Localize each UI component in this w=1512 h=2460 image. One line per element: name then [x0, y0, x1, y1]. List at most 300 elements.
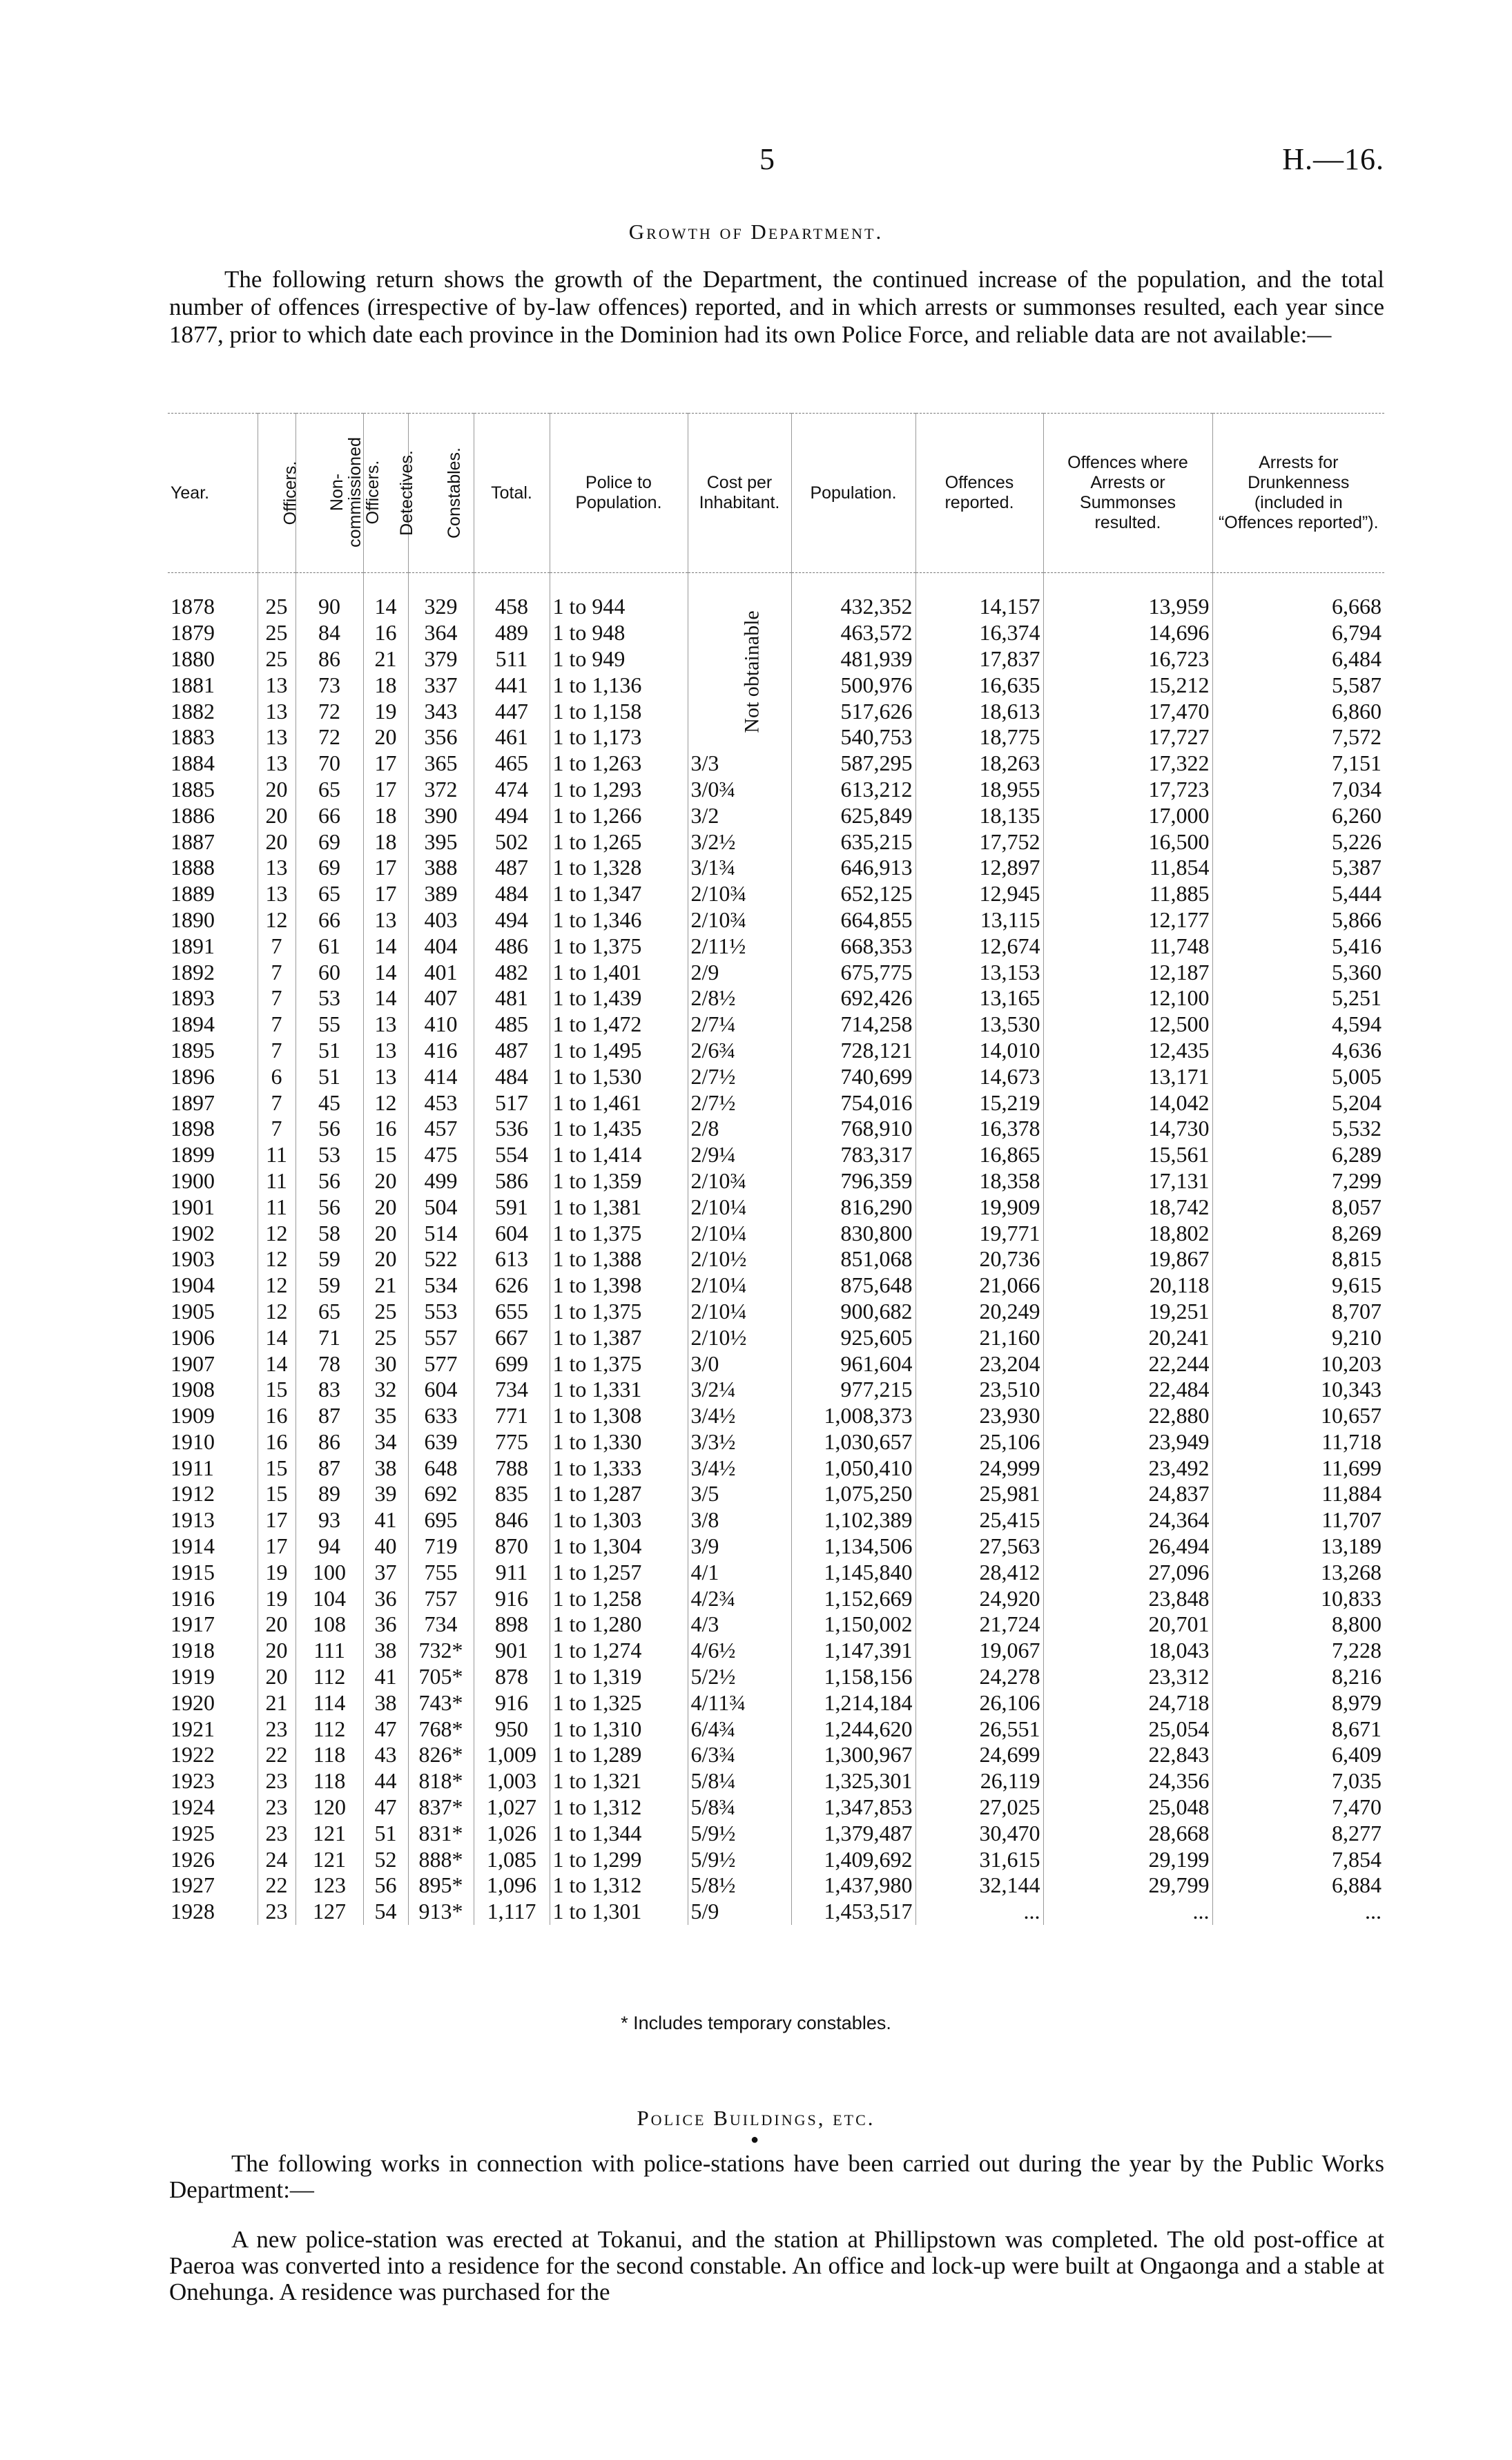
cell-year: 1914 [171, 1533, 215, 1559]
cell-drunkenness: 8,671 [1212, 1716, 1384, 1742]
cell-population: 1,347,853 [791, 1794, 915, 1821]
cell-total: 1,027 [474, 1794, 550, 1821]
table-row [168, 1585, 1384, 1611]
cell-total: 494 [474, 802, 550, 829]
cell-police-to-population: 1 to 1,359 [550, 1168, 688, 1194]
table-row [168, 802, 1384, 829]
cell-police-to-population: 1 to 1,414 [550, 1142, 688, 1168]
cell-drunkenness: 8,979 [1212, 1689, 1384, 1716]
cell-drunkenness: 7,034 [1212, 777, 1384, 803]
cell-population: 1,102,389 [791, 1507, 915, 1533]
cell-total: 870 [474, 1533, 550, 1560]
cell-year: 1905 [171, 1298, 215, 1324]
cell-population: 635,215 [791, 829, 915, 855]
cell-nco: 71 [295, 1324, 363, 1350]
cell-nco: 112 [295, 1664, 363, 1690]
cell-year: 1918 [171, 1638, 215, 1663]
cell-drunkenness: 11,707 [1212, 1507, 1384, 1533]
cell-population: 1,300,967 [791, 1742, 915, 1768]
cell-total: 447 [474, 698, 550, 724]
cell-total: 1,009 [474, 1742, 550, 1768]
cell-police-to-population: 1 to 1,347 [550, 881, 688, 907]
cell-drunkenness: 5,416 [1212, 933, 1384, 959]
cell-population: 1,152,669 [791, 1585, 915, 1611]
column-header: Cost per Inhabitant. [688, 414, 791, 573]
cell-total: 1,026 [474, 1820, 550, 1846]
cell-officers: 20 [258, 802, 295, 829]
cell-detectives: 39 [363, 1481, 408, 1507]
cell-nco: 58 [295, 1220, 363, 1246]
cell-nco: 84 [295, 620, 363, 646]
cell-offences-reported: 18,263 [915, 750, 1043, 777]
cell-drunkenness: 11,884 [1212, 1481, 1384, 1507]
cell-drunkenness: 10,343 [1212, 1377, 1384, 1403]
cell-police-to-population: 1 to 1,375 [550, 1350, 688, 1377]
cell-arrests-summonses: 11,885 [1043, 881, 1212, 907]
cell-population: 1,437,980 [791, 1872, 915, 1899]
cell-drunkenness: 7,470 [1212, 1794, 1384, 1821]
cell-year: 1904 [171, 1272, 215, 1298]
cell-arrests-summonses: 25,054 [1043, 1716, 1212, 1742]
cell-cost-per-inhabitant: 2/7½ [688, 1089, 791, 1116]
cell-police-to-population: 1 to 1,303 [550, 1507, 688, 1533]
table-row [168, 1794, 1384, 1821]
cell-police-to-population: 1 to 1,328 [550, 855, 688, 881]
cell-population: 1,453,517 [791, 1899, 915, 1925]
cell-detectives: 51 [363, 1820, 408, 1846]
cell-population: 977,215 [791, 1377, 915, 1403]
cell-detectives: 14 [363, 959, 408, 985]
cell-offences-reported: 13,115 [915, 907, 1043, 933]
column-header: Detectives. [363, 414, 408, 573]
cell-officers: 14 [258, 1324, 295, 1350]
cell-constables: 633 [408, 1403, 474, 1429]
cell-detectives: 18 [363, 802, 408, 829]
cell-total: 484 [474, 1063, 550, 1089]
cell-constables: 732* [408, 1638, 474, 1664]
cell-offences-reported: 20,249 [915, 1299, 1043, 1325]
cell-officers: 25 [258, 646, 295, 672]
cell-year: 1913 [171, 1507, 215, 1533]
cell-year: 1899 [171, 1142, 215, 1168]
cell-officers: 15 [258, 1481, 295, 1507]
cell-total: 591 [474, 1194, 550, 1220]
cell-year: 1883 [171, 724, 215, 750]
cell-nco: 83 [295, 1377, 363, 1403]
table-row [168, 1220, 1384, 1246]
cell-nco: 53 [295, 1142, 363, 1168]
cell-cost-per-inhabitant: 5/8½ [688, 1872, 791, 1899]
column-header: Police to Population. [550, 414, 688, 573]
cell-constables: 534 [408, 1272, 474, 1299]
cell-year: 1890 [171, 907, 215, 932]
cell-constables: 514 [408, 1220, 474, 1246]
cell-police-to-population: 1 to 944 [550, 573, 688, 620]
cell-arrests-summonses: 17,727 [1043, 724, 1212, 750]
cell-detectives: 47 [363, 1716, 408, 1742]
cell-cost-per-inhabitant: 3/2¼ [688, 1377, 791, 1403]
cell-arrests-summonses: 16,723 [1043, 646, 1212, 672]
cell-constables: 743* [408, 1689, 474, 1716]
cell-population: 900,682 [791, 1299, 915, 1325]
cell-constables: 648 [408, 1455, 474, 1481]
cell-offences-reported: 23,204 [915, 1350, 1043, 1377]
cell-constables: 337 [408, 672, 474, 698]
cell-police-to-population: 1 to 1,257 [550, 1559, 688, 1585]
cell-population: 1,244,620 [791, 1716, 915, 1742]
cell-drunkenness: 5,444 [1212, 881, 1384, 907]
cell-officers: 7 [258, 1011, 295, 1038]
cell-offences-reported: 18,955 [915, 777, 1043, 803]
cell-population: 652,125 [791, 881, 915, 907]
cell-nco: 123 [295, 1872, 363, 1899]
cell-arrests-summonses: 15,561 [1043, 1142, 1212, 1168]
cell-offences-reported: 18,358 [915, 1168, 1043, 1194]
cell-year: 1896 [171, 1063, 215, 1089]
cell-population: 1,214,184 [791, 1689, 915, 1716]
cell-constables: 553 [408, 1299, 474, 1325]
cell-total: 482 [474, 959, 550, 985]
cell-year: 1880 [171, 646, 215, 671]
table-row [168, 959, 1384, 985]
table-row [168, 1507, 1384, 1533]
cell-cost-per-inhabitant: 2/7½ [688, 1063, 791, 1089]
cell-population: 1,075,250 [791, 1481, 915, 1507]
cell-police-to-population: 1 to 1,310 [550, 1716, 688, 1742]
cell-total: 835 [474, 1481, 550, 1507]
cell-police-to-population: 1 to 1,325 [550, 1689, 688, 1716]
table-body [168, 573, 1384, 1925]
cell-constables: 407 [408, 985, 474, 1011]
cell-year: 1901 [171, 1194, 215, 1219]
cell-officers: 17 [258, 1533, 295, 1560]
cell-drunkenness: 11,718 [1212, 1429, 1384, 1455]
cell-population: 1,147,391 [791, 1638, 915, 1664]
cell-detectives: 41 [363, 1507, 408, 1533]
cell-nco: 121 [295, 1846, 363, 1872]
cell-cost-per-inhabitant: 3/3½ [688, 1429, 791, 1455]
cell-year: 1887 [171, 829, 215, 854]
cell-nco: 66 [295, 802, 363, 829]
table-row [168, 1063, 1384, 1089]
cell-total: 511 [474, 646, 550, 672]
cell-detectives: 16 [363, 1116, 408, 1142]
cell-constables: 826* [408, 1742, 474, 1768]
cell-population: 851,068 [791, 1246, 915, 1272]
cell-officers: 23 [258, 1794, 295, 1821]
table-row [168, 777, 1384, 803]
cell-arrests-summonses: 12,177 [1043, 907, 1212, 933]
cell-offences-reported: 19,909 [915, 1194, 1043, 1220]
cell-constables: 695 [408, 1507, 474, 1533]
cell-population: 1,409,692 [791, 1846, 915, 1872]
cell-nco: 60 [295, 959, 363, 985]
column-header: Non-commissioned Officers. [295, 414, 363, 573]
cell-total: 487 [474, 1038, 550, 1064]
cell-arrests-summonses: 12,500 [1043, 1011, 1212, 1038]
cell-police-to-population: 1 to 1,375 [550, 933, 688, 959]
table-row [168, 1716, 1384, 1742]
cell-drunkenness: 10,203 [1212, 1350, 1384, 1377]
cell-nco: 45 [295, 1089, 363, 1116]
cell-detectives: 54 [363, 1899, 408, 1925]
cell-police-to-population: 1 to 1,265 [550, 829, 688, 855]
cell-police-to-population: 1 to 1,388 [550, 1246, 688, 1272]
cell-officers: 7 [258, 1038, 295, 1064]
intro-paragraph: The following return shows the growth of the Department, the continued increase of the population, and the total number of offences (irrespective of by-law offences) reported, and in which arrests or summonses resulted, each year since 1877, prior to which date each province in the Dominion had its own Police Force, and reliable data are not available:— [169, 266, 1384, 348]
cell-cost-per-inhabitant: 2/10¾ [688, 881, 791, 907]
cell-arrests-summonses: 18,043 [1043, 1638, 1212, 1664]
cell-year: 1909 [171, 1403, 215, 1428]
cell-offences-reported: 21,066 [915, 1272, 1043, 1299]
cell-population: 432,352 [791, 573, 915, 620]
cell-cost-per-inhabitant: 2/10¼ [688, 1220, 791, 1246]
cell-drunkenness: 9,615 [1212, 1272, 1384, 1299]
table-row [168, 1559, 1384, 1585]
table-row [168, 1455, 1384, 1481]
cell-arrests-summonses: 25,048 [1043, 1794, 1212, 1821]
table-row [168, 1481, 1384, 1507]
cell-drunkenness: 13,268 [1212, 1559, 1384, 1585]
cell-officers: 17 [258, 1507, 295, 1533]
cell-arrests-summonses: 24,718 [1043, 1689, 1212, 1716]
cell-constables: 364 [408, 620, 474, 646]
cell-police-to-population: 1 to 1,375 [550, 1299, 688, 1325]
cell-arrests-summonses: 17,322 [1043, 750, 1212, 777]
cell-officers: 16 [258, 1403, 295, 1429]
growth-table [168, 413, 1384, 1925]
table-row [168, 1011, 1384, 1038]
cell-offences-reported: 25,106 [915, 1429, 1043, 1455]
cell-constables: 639 [408, 1429, 474, 1455]
cell-nco: 56 [295, 1194, 363, 1220]
cell-constables: 414 [408, 1063, 474, 1089]
cell-offences-reported: 13,153 [915, 959, 1043, 985]
table-row [168, 1742, 1384, 1768]
cell-detectives: 17 [363, 750, 408, 777]
cell-cost-per-inhabitant: 2/8½ [688, 985, 791, 1011]
cell-arrests-summonses: 23,949 [1043, 1429, 1212, 1455]
table-row [168, 1246, 1384, 1272]
cell-police-to-population: 1 to 1,321 [550, 1768, 688, 1794]
cell-population: 728,121 [791, 1038, 915, 1064]
cell-offences-reported: 12,674 [915, 933, 1043, 959]
cell-officers: 14 [258, 1350, 295, 1377]
column-header: Offences reported. [915, 414, 1043, 573]
cell-cost-per-inhabitant: 5/9½ [688, 1846, 791, 1872]
cell-total: 484 [474, 881, 550, 907]
cell-nco: 90 [295, 573, 363, 620]
cell-detectives: 52 [363, 1846, 408, 1872]
cell-police-to-population: 1 to 1,173 [550, 724, 688, 750]
cell-year: 1927 [171, 1872, 215, 1898]
cell-cost-per-inhabitant: 6/3¾ [688, 1742, 791, 1768]
cell-population: 668,353 [791, 933, 915, 959]
cell-nco: 118 [295, 1768, 363, 1794]
cell-police-to-population: 1 to 949 [550, 646, 688, 672]
section-heading-buildings: Police Buildings, etc. [637, 2106, 875, 2130]
cell-detectives: 36 [363, 1585, 408, 1611]
cell-nco: 65 [295, 881, 363, 907]
cell-nco: 51 [295, 1038, 363, 1064]
cell-year: 1885 [171, 776, 215, 802]
cell-nco: 53 [295, 985, 363, 1011]
table-row [168, 1377, 1384, 1403]
cell-constables: 457 [408, 1116, 474, 1142]
cell-officers: 23 [258, 1820, 295, 1846]
table-row [168, 1168, 1384, 1194]
cell-nco: 73 [295, 672, 363, 698]
cell-police-to-population: 1 to 1,472 [550, 1011, 688, 1038]
cell-officers: 13 [258, 698, 295, 724]
cell-detectives: 30 [363, 1350, 408, 1377]
cell-cost-per-inhabitant: 2/10¼ [688, 1272, 791, 1299]
cell-constables: 837* [408, 1794, 474, 1821]
cell-total: 916 [474, 1585, 550, 1611]
cell-drunkenness: 4,636 [1212, 1038, 1384, 1064]
cell-constables: 888* [408, 1846, 474, 1872]
table-row [168, 985, 1384, 1011]
cell-constables: 475 [408, 1142, 474, 1168]
cell-cost-per-inhabitant: 2/10½ [688, 1246, 791, 1272]
cell-population: 1,145,840 [791, 1559, 915, 1585]
cell-population: 961,604 [791, 1350, 915, 1377]
cell-total: 771 [474, 1403, 550, 1429]
cell-constables: 577 [408, 1350, 474, 1377]
cell-arrests-summonses: 24,364 [1043, 1507, 1212, 1533]
cell-nco: 87 [295, 1403, 363, 1429]
cell-year: 1893 [171, 985, 215, 1011]
cell-police-to-population: 1 to 1,461 [550, 1089, 688, 1116]
cell-drunkenness: 5,532 [1212, 1116, 1384, 1142]
cell-cost-per-inhabitant: 2/10¼ [688, 1299, 791, 1325]
cell-detectives: 13 [363, 1011, 408, 1038]
cell-nco: 61 [295, 933, 363, 959]
cell-police-to-population: 1 to 1,287 [550, 1481, 688, 1507]
table-row [168, 881, 1384, 907]
cell-total: 655 [474, 1299, 550, 1325]
cell-population: 740,699 [791, 1063, 915, 1089]
cell-arrests-summonses: 26,494 [1043, 1533, 1212, 1560]
cell-police-to-population: 1 to 1,331 [550, 1377, 688, 1403]
cell-officers: 20 [258, 1638, 295, 1664]
cell-officers: 21 [258, 1689, 295, 1716]
table-row [168, 1194, 1384, 1220]
table-row [168, 1324, 1384, 1350]
cell-population: 664,855 [791, 907, 915, 933]
cell-cost-per-inhabitant: 5/2½ [688, 1664, 791, 1690]
cell-police-to-population: 1 to 1,289 [550, 1742, 688, 1768]
cell-offences-reported: 16,378 [915, 1116, 1043, 1142]
cell-offences-reported: 24,699 [915, 1742, 1043, 1768]
cell-population: 613,212 [791, 777, 915, 803]
cell-arrests-summonses: 29,799 [1043, 1872, 1212, 1899]
cell-drunkenness: 6,860 [1212, 698, 1384, 724]
cell-year: 1908 [171, 1377, 215, 1402]
footnote: * Includes temporary constables. [621, 2013, 891, 2033]
cell-arrests-summonses: 12,187 [1043, 959, 1212, 985]
cell-offences-reported: 16,374 [915, 620, 1043, 646]
cell-nco: 111 [295, 1638, 363, 1664]
cell-arrests-summonses: 19,867 [1043, 1246, 1212, 1272]
cell-offences-reported: 14,157 [915, 573, 1043, 620]
cell-year: 1907 [171, 1350, 215, 1376]
cell-detectives: 19 [363, 698, 408, 724]
cell-drunkenness: 7,228 [1212, 1638, 1384, 1664]
cell-arrests-summonses: 22,244 [1043, 1350, 1212, 1377]
cell-officers: 12 [258, 1272, 295, 1299]
cell-police-to-population: 1 to 1,495 [550, 1038, 688, 1064]
cell-offences-reported: ... [915, 1899, 1043, 1925]
column-header: Year. [168, 414, 258, 573]
cell-constables: 818* [408, 1768, 474, 1794]
cell-offences-reported: 26,119 [915, 1768, 1043, 1794]
cell-drunkenness: 7,151 [1212, 750, 1384, 777]
cell-officers: 22 [258, 1742, 295, 1768]
cell-total: 916 [474, 1689, 550, 1716]
cell-offences-reported: 18,775 [915, 724, 1043, 750]
cell-population: 540,753 [791, 724, 915, 750]
cell-officers: 11 [258, 1168, 295, 1194]
cell-total: 734 [474, 1377, 550, 1403]
cell-offences-reported: 26,551 [915, 1716, 1043, 1742]
cell-population: 675,775 [791, 959, 915, 985]
cell-offences-reported: 30,470 [915, 1820, 1043, 1846]
cell-detectives: 20 [363, 1194, 408, 1220]
cell-officers: 13 [258, 724, 295, 750]
cell-population: 1,150,002 [791, 1611, 915, 1638]
table-row [168, 1689, 1384, 1716]
cell-nco: 70 [295, 750, 363, 777]
cell-detectives: 13 [363, 907, 408, 933]
cell-population: 1,008,373 [791, 1403, 915, 1429]
cell-police-to-population: 1 to 1,333 [550, 1455, 688, 1481]
cell-cost-per-inhabitant: 2/9¼ [688, 1142, 791, 1168]
cell-total: 554 [474, 1142, 550, 1168]
table-row [168, 1768, 1384, 1794]
table-row [168, 1664, 1384, 1690]
cell-year: 1895 [171, 1037, 215, 1063]
column-header: Officers. [258, 414, 295, 573]
cell-year: 1923 [171, 1768, 215, 1794]
cell-arrests-summonses: 22,880 [1043, 1403, 1212, 1429]
cell-police-to-population: 1 to 1,530 [550, 1063, 688, 1089]
column-header: Offences where Arrests or Summonses resulted. [1043, 414, 1212, 573]
cell-officers: 25 [258, 620, 295, 646]
cell-population: 796,359 [791, 1168, 915, 1194]
table-row [168, 1611, 1384, 1638]
cell-nco: 114 [295, 1689, 363, 1716]
cell-arrests-summonses: 24,837 [1043, 1481, 1212, 1507]
cell-detectives: 18 [363, 829, 408, 855]
cell-constables: 895* [408, 1872, 474, 1899]
cell-detectives: 14 [363, 933, 408, 959]
cell-population: 481,939 [791, 646, 915, 672]
cell-year: 1906 [171, 1324, 215, 1350]
cell-police-to-population: 1 to 1,312 [550, 1794, 688, 1821]
column-header: Population. [791, 414, 915, 573]
cell-police-to-population: 1 to 1,312 [550, 1872, 688, 1899]
cell-cost-per-inhabitant: 3/1¾ [688, 855, 791, 881]
cell-constables: 692 [408, 1481, 474, 1507]
cell-year: 1916 [171, 1585, 215, 1611]
cell-drunkenness: 6,289 [1212, 1142, 1384, 1168]
cell-officers: 7 [258, 1089, 295, 1116]
cell-detectives: 14 [363, 985, 408, 1011]
cell-total: 898 [474, 1611, 550, 1638]
cell-offences-reported: 14,010 [915, 1038, 1043, 1064]
cell-population: 517,626 [791, 698, 915, 724]
